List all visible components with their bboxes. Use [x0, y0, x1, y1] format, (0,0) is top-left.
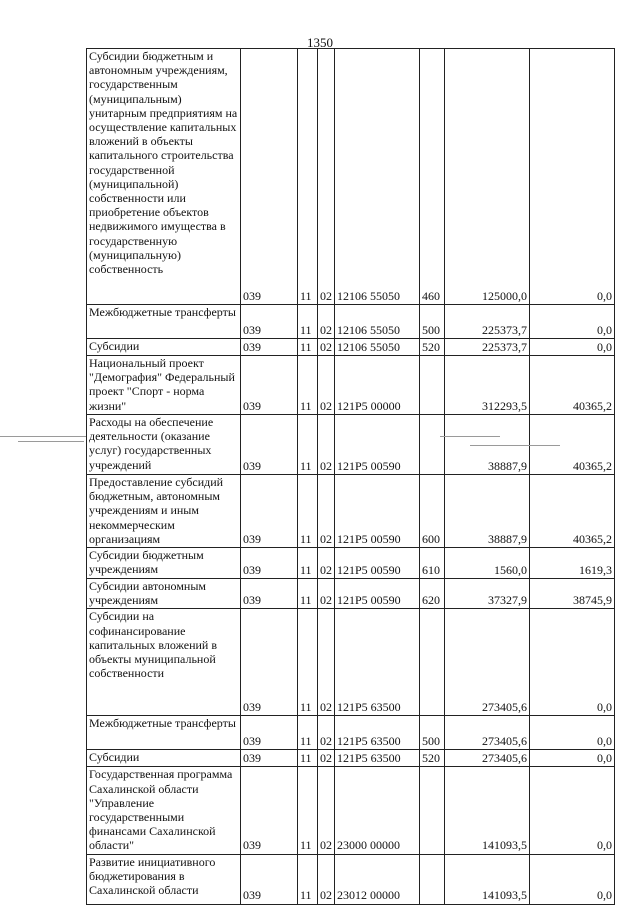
expense-type-cell — [420, 854, 445, 904]
scan-artifact-line — [470, 445, 560, 446]
ministry-code-cell: 039 — [241, 548, 298, 579]
subsection-code-cell: 02 — [318, 579, 335, 609]
subsection-code-cell: 02 — [318, 475, 335, 548]
subsection-code-cell: 02 — [318, 767, 335, 854]
target-code-cell: 121P5 00590 — [335, 475, 420, 548]
row-name-cell: Межбюджетные трансферты — [87, 716, 241, 750]
ministry-code-cell: 039 — [241, 339, 298, 356]
ministry-code-cell: 039 — [241, 415, 298, 475]
expense-type-cell: 600 — [420, 475, 445, 548]
row-name-cell: Расходы на обеспечение деятельности (оказание услуг) государственных учреждений — [87, 415, 241, 475]
amount-year2-cell: 0,0 — [530, 854, 615, 904]
table-row — [87, 609, 615, 716]
target-code-cell: 12106 55050 — [335, 339, 420, 356]
amount-year1-cell: 38887,9 — [445, 475, 530, 548]
expense-type-cell: 460 — [420, 49, 445, 305]
section-code-cell: 11 — [298, 548, 318, 579]
expense-type-cell: 620 — [420, 579, 445, 609]
subsection-code-cell: 02 — [318, 49, 335, 305]
ministry-code-cell: 039 — [241, 475, 298, 548]
table-row — [87, 750, 615, 767]
row-name-cell: Национальный проект "Демография" Федеральный проект "Спорт - норма жизни" — [87, 356, 241, 415]
section-code-cell: 11 — [298, 609, 318, 716]
section-code-cell: 11 — [298, 305, 318, 339]
expense-type-cell: 610 — [420, 548, 445, 579]
amount-year1-cell: 38887,9 — [445, 415, 530, 475]
target-code-cell: 12106 55050 — [335, 305, 420, 339]
amount-year2-cell: 1619,3 — [530, 548, 615, 579]
target-code-cell: 121P5 63500 — [335, 750, 420, 767]
amount-year1-cell: 312293,5 — [445, 356, 530, 415]
amount-year2-cell: 0,0 — [530, 339, 615, 356]
row-name-cell: Субсидии бюджетным и автономным учреждениям, государственным (муниципальным) унитарным предприятиям на осуществление капитальных вложений в объекты капитального строительства государственной (муниципальной) собственности или приобретение объектов недвижимого имущества в государственную (муниципальную) собственность — [87, 49, 241, 305]
expense-type-cell: 500 — [420, 305, 445, 339]
ministry-code-cell: 039 — [241, 356, 298, 415]
amount-year1-cell: 125000,0 — [445, 49, 530, 305]
budget-table — [86, 48, 615, 905]
amount-year1-cell: 141093,5 — [445, 767, 530, 854]
amount-year1-cell: 273405,6 — [445, 750, 530, 767]
ministry-code-cell: 039 — [241, 750, 298, 767]
row-name-cell: Субсидии — [87, 339, 241, 356]
row-name-cell: Субсидии — [87, 750, 241, 767]
amount-year1-cell: 225373,7 — [445, 339, 530, 356]
ministry-code-cell: 039 — [241, 305, 298, 339]
section-code-cell: 11 — [298, 475, 318, 548]
ministry-code-cell: 039 — [241, 579, 298, 609]
target-code-cell: 23012 00000 — [335, 854, 420, 904]
section-code-cell: 11 — [298, 356, 318, 415]
ministry-code-cell: 039 — [241, 716, 298, 750]
row-name-cell: Субсидии автономным учреждениям — [87, 579, 241, 609]
expense-type-cell: 520 — [420, 339, 445, 356]
subsection-code-cell: 02 — [318, 716, 335, 750]
ministry-code-cell: 039 — [241, 854, 298, 904]
section-code-cell: 11 — [298, 716, 318, 750]
ministry-code-cell: 039 — [241, 49, 298, 305]
target-code-cell: 12106 55050 — [335, 49, 420, 305]
amount-year1-cell: 273405,6 — [445, 716, 530, 750]
amount-year1-cell: 141093,5 — [445, 854, 530, 904]
section-code-cell: 11 — [298, 579, 318, 609]
table-row — [87, 854, 615, 904]
amount-year2-cell: 0,0 — [530, 716, 615, 750]
section-code-cell: 11 — [298, 339, 318, 356]
subsection-code-cell: 02 — [318, 339, 335, 356]
expense-type-cell — [420, 356, 445, 415]
target-code-cell: 121P5 63500 — [335, 716, 420, 750]
amount-year2-cell: 0,0 — [530, 609, 615, 716]
row-name-cell: Государственная программа Сахалинской области "Управление государственными финансами Сахалинской области" — [87, 767, 241, 854]
amount-year2-cell: 40365,2 — [530, 356, 615, 415]
row-name-cell: Предоставление субсидий бюджетным, автономным учреждениям и иным некоммерческим организациям — [87, 475, 241, 548]
subsection-code-cell: 02 — [318, 305, 335, 339]
subsection-code-cell: 02 — [318, 854, 335, 904]
amount-year2-cell: 38745,9 — [530, 579, 615, 609]
table-row — [87, 716, 615, 750]
target-code-cell: 121P5 00590 — [335, 548, 420, 579]
table-row — [87, 475, 615, 548]
amount-year1-cell: 273405,6 — [445, 609, 530, 716]
amount-year2-cell: 0,0 — [530, 49, 615, 305]
section-code-cell: 11 — [298, 854, 318, 904]
target-code-cell: 121P5 00590 — [335, 579, 420, 609]
section-code-cell: 11 — [298, 49, 318, 305]
subsection-code-cell: 02 — [318, 750, 335, 767]
section-code-cell: 11 — [298, 767, 318, 854]
table-row — [87, 339, 615, 356]
section-code-cell: 11 — [298, 415, 318, 475]
table-row — [87, 548, 615, 579]
amount-year2-cell: 40365,2 — [530, 475, 615, 548]
row-name-cell: Субсидии бюджетным учреждениям — [87, 548, 241, 579]
subsection-code-cell: 02 — [318, 415, 335, 475]
subsection-code-cell: 02 — [318, 609, 335, 716]
table-row — [87, 49, 615, 305]
row-name-cell: Субсидии на софинансирование капитальных вложений в объекты муниципальной собственности — [87, 609, 241, 716]
amount-year2-cell: 0,0 — [530, 750, 615, 767]
ministry-code-cell: 039 — [241, 767, 298, 854]
row-name-cell: Развитие инициативного бюджетирования в Сахалинской области — [87, 854, 241, 904]
subsection-code-cell: 02 — [318, 548, 335, 579]
subsection-code-cell: 02 — [318, 356, 335, 415]
expense-type-cell: 500 — [420, 716, 445, 750]
table-row — [87, 767, 615, 854]
section-code-cell: 11 — [298, 750, 318, 767]
table-row — [87, 579, 615, 609]
ministry-code-cell: 039 — [241, 609, 298, 716]
page-number: 1350 — [307, 35, 333, 50]
row-name-cell: Межбюджетные трансферты — [87, 305, 241, 339]
scan-artifact-line — [440, 436, 500, 437]
table-row — [87, 356, 615, 415]
target-code-cell: 121P5 63500 — [335, 609, 420, 716]
amount-year1-cell: 37327,9 — [445, 579, 530, 609]
expense-type-cell — [420, 767, 445, 854]
table-row — [87, 305, 615, 339]
amount-year2-cell: 40365,2 — [530, 415, 615, 475]
amount-year2-cell: 0,0 — [530, 305, 615, 339]
target-code-cell: 121P5 00590 — [335, 415, 420, 475]
target-code-cell: 23000 00000 — [335, 767, 420, 854]
expense-type-cell — [420, 609, 445, 716]
expense-type-cell: 520 — [420, 750, 445, 767]
target-code-cell: 121P5 00000 — [335, 356, 420, 415]
expense-type-cell — [420, 415, 445, 475]
amount-year1-cell: 1560,0 — [445, 548, 530, 579]
scan-artifact-line — [0, 436, 86, 437]
amount-year2-cell: 0,0 — [530, 767, 615, 854]
amount-year1-cell: 225373,7 — [445, 305, 530, 339]
scan-artifact-line — [18, 441, 84, 442]
